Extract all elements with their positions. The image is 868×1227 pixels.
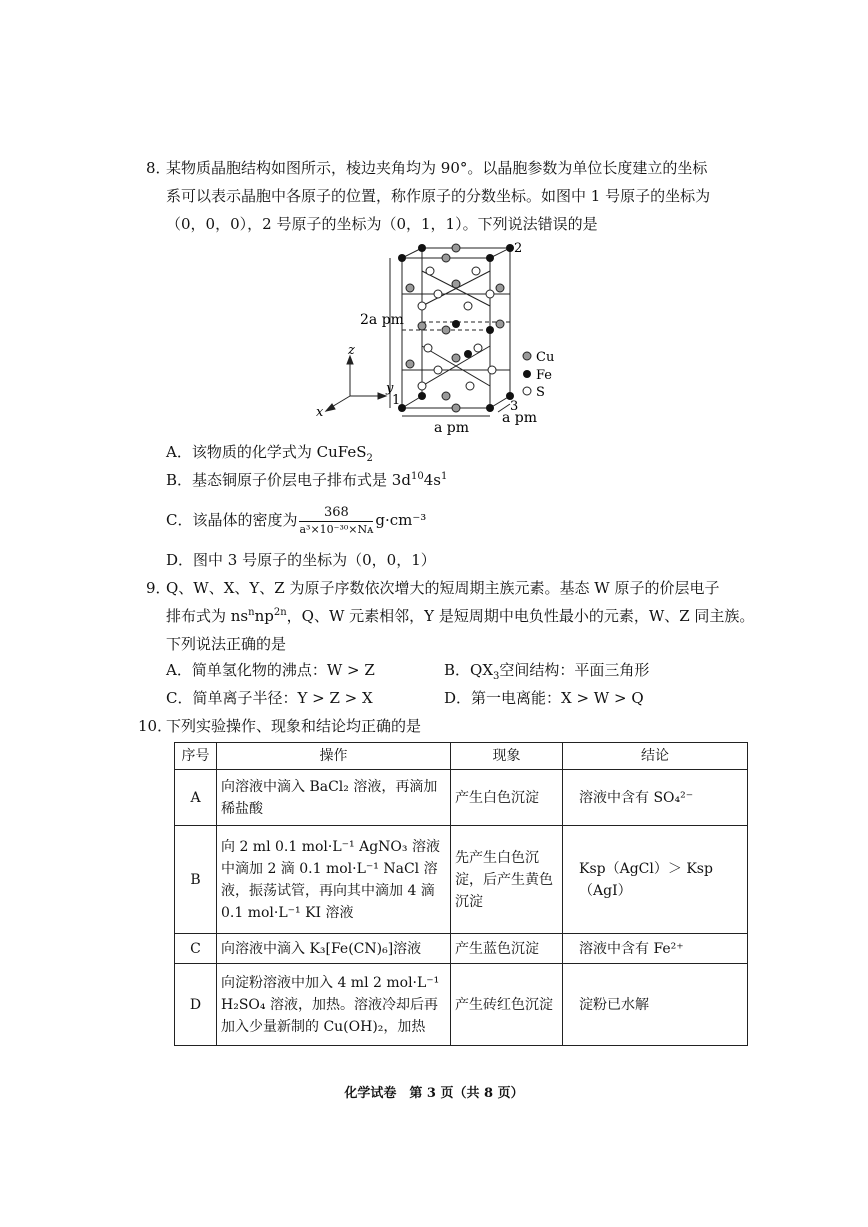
header-conclusion: 结论 <box>563 743 748 770</box>
row-id: A <box>175 770 217 826</box>
row-phenomenon: 产生砖红色沉淀 <box>451 964 563 1046</box>
density-fraction: $\frac{368}{\text{a³×10⁻³⁰×Nᴀ}}$ <box>299 504 374 536</box>
table-row <box>175 770 748 826</box>
table-row <box>175 964 748 1046</box>
row-operation: 向淀粉溶液中加入 4 ml 2 mol·L⁻¹ H₂SO₄ 溶液，加热。溶液冷却后再加入少量新制的 Cu(OH)₂，加热 <box>217 964 451 1046</box>
header-id: 序号 <box>175 743 217 770</box>
q9-stem-line1: Q、W、X、Y、Z 为原子序数依次增大的短周期主族元素。基态 W 原子的价层电子 <box>166 579 720 597</box>
axis-x-label: x <box>316 405 324 420</box>
q9-number: 9． <box>146 579 171 597</box>
atom-2-label: 2 <box>514 241 523 256</box>
legend-cu-marker <box>523 352 531 360</box>
row-id: C <box>175 934 217 964</box>
atom-3-label: 3 <box>510 399 519 414</box>
header-operation: 操作 <box>217 743 451 770</box>
label-2a-pm: 2a pm <box>360 312 404 328</box>
row-id: D <box>175 964 217 1046</box>
q8-stem-line3: （0，0，0），2 号原子的坐标为（0，1，1）。下列说法错误的是 <box>166 215 598 233</box>
header-phenomenon: 现象 <box>451 743 563 770</box>
row-operation: 向 2 ml 0.1 mol·L⁻¹ AgNO₃ 溶液中滴加 2 滴 0.1 mol·L⁻¹ NaCl 溶液，振荡试管，再向其中滴加 4 滴 0.1 mol·L⁻¹ KI 溶液 <box>217 826 451 934</box>
label-a-pm-bottom: a pm <box>434 420 470 436</box>
q8-stem-line1: 某物质晶胞结构如图所示，棱边夹角均为 90°。以晶胞参数为单位长度建立的坐标 <box>166 159 708 177</box>
q9-option-a: A．简单氢化物的沸点：W > Z <box>166 661 375 679</box>
axis-z-label: z <box>348 343 355 358</box>
row-operation: 向溶液中滴入 K₃[Fe(CN)₆]溶液 <box>217 934 451 964</box>
q9-option-d: D．第一电离能：X > W > Q <box>444 689 644 707</box>
table-header-row <box>175 743 748 770</box>
q8-number: 8． <box>146 159 171 177</box>
q8-option-d: D．图中 3 号原子的坐标为（0，0，1） <box>166 551 436 569</box>
q9-stem-line3: 下列说法正确的是 <box>166 635 287 653</box>
experiment-table <box>174 742 748 1046</box>
row-conclusion: 溶液中含有 Fe²⁺ <box>563 934 748 964</box>
row-conclusion: 淀粉已水解 <box>563 964 748 1046</box>
row-operation: 向溶液中滴入 BaCl₂ 溶液，再滴加稀盐酸 <box>217 770 451 826</box>
table-row <box>175 826 748 934</box>
q8-stem-line2: 系可以表示晶胞中各原子的位置，称作原子的分数坐标。如图中 1 号原子的坐标为 <box>166 187 711 205</box>
legend-fe-marker <box>523 370 531 378</box>
q8-option-c: C．该晶体的密度为 $\frac{368}{\text{a³×10⁻³⁰×Nᴀ}}$ g·cm⁻³ <box>166 504 427 536</box>
row-phenomenon: 先产生白色沉淀，后产生黄色沉淀 <box>451 826 563 934</box>
table-row <box>175 934 748 964</box>
legend-fe-label: Fe <box>536 368 553 383</box>
crystal-cell-figure <box>310 236 560 436</box>
legend-cu-label: Cu <box>536 350 555 365</box>
legend-s-marker <box>523 387 531 395</box>
q9-stem-line2: 排布式为 $ns^nnp^{2n}$，Q、W 元素相邻，Y 是短周期中电负性最小的元素，W、Z 同主族。 <box>166 607 755 625</box>
axis-y-label: y <box>386 381 394 396</box>
label-a-pm-right: a pm <box>502 410 538 426</box>
q10-number: 10． <box>138 717 173 735</box>
page-footer: 化学试卷 第 3 页（共 8 页） <box>344 1086 524 1101</box>
row-conclusion: Ksp（AgCl）＞ Ksp（AgI） <box>563 826 748 934</box>
atom-1-label: 1 <box>392 393 401 408</box>
q8-option-a: A．该物质的化学式为 CuFeS$_2$ <box>166 443 373 464</box>
legend-s-label: S <box>536 385 545 400</box>
row-phenomenon: 产生蓝色沉淀 <box>451 934 563 964</box>
q10-stem: 下列实验操作、现象和结论均正确的是 <box>166 717 422 735</box>
q9-option-b: B．$QX_3$空间结构：平面三角形 <box>444 661 650 682</box>
row-id: B <box>175 826 217 934</box>
q9-option-c: C．简单离子半径：Y > Z > X <box>166 689 373 707</box>
q8-option-b: B．基态铜原子价层电子排布式是 $3d^{10}4s^1$ <box>166 471 448 489</box>
row-phenomenon: 产生白色沉淀 <box>451 770 563 826</box>
row-conclusion: 溶液中含有 SO₄²⁻ <box>563 770 748 826</box>
